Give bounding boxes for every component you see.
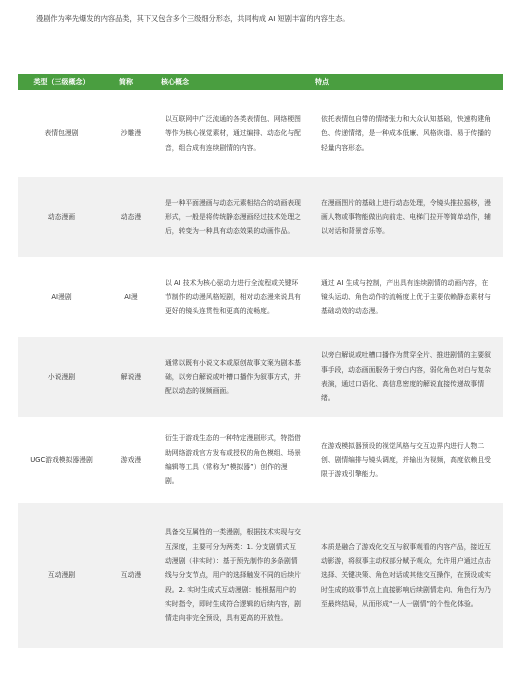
table-row <box>18 90 503 177</box>
type-cell: 小说漫剧 <box>18 337 105 417</box>
type-cell: 互动漫剧 <box>18 503 105 648</box>
short-name-cell: 互动漫 <box>105 503 157 648</box>
table-row <box>18 417 503 503</box>
core-concept-cell: 以 AI 技术为核心驱动力进行全流程或关键环节制作的动漫风格短剧，相对动态漫来说具有更好的镜头连贯性和更高的流畅度。 <box>157 257 311 337</box>
short-name-cell: 解说漫 <box>105 337 157 417</box>
type-cell: 动态漫画 <box>18 177 105 257</box>
feature-cell: 在游戏模拟器预设的视觉风格与交互边界内进行人物二创、剧情编排与镜头调度，并输出为视频，高度依赖且受限于游戏引擎能力。 <box>311 417 503 503</box>
content-type-table <box>18 74 503 648</box>
header-feature: 特点 <box>311 74 503 90</box>
short-name-cell: 沙雕漫 <box>105 90 157 177</box>
table-row <box>18 177 503 257</box>
type-cell: AI漫剧 <box>18 257 105 337</box>
core-concept-cell: 衍生于游戏生态的一种特定漫剧形式，特指借助网络游戏官方发布或授权的角色模组、场景编辑等工具（常称为“模拟器”）创作的漫剧。 <box>157 417 311 503</box>
short-name-cell: 动态漫 <box>105 177 157 257</box>
feature-cell: 以旁白解说或吐槽口播作为贯穿全片、推进剧情的主要叙事手段，动态画面服务于旁白内容，弱化角色对白与复杂表演，通过口语化、高信息密度的解说直接传递故事情绪。 <box>311 337 503 417</box>
core-concept-cell: 通常以既有小说文本或原创故事文案为剧本基础，以旁白解说或叶槽口播作为叙事方式，并配以动态的视频画面。 <box>157 337 311 417</box>
core-concept-cell: 是一种平面漫画与动态元素相结合的动画表现形式，一般是将传统静态漫画经过技术处理之后，转变为一种具有动态效果的动画作品。 <box>157 177 311 257</box>
short-name-cell: 游戏漫 <box>105 417 157 503</box>
type-cell: 表情包漫剧 <box>18 90 105 177</box>
table-row <box>18 503 503 648</box>
core-concept-cell: 具备交互属性的一类漫剧，根据技术实现与交互深度，主要可分为两类：1. 分支剧情式互动漫剧（非实时）：基于预先制作的多条剧情线与分支节点，用户的选择触发不同的后续片段。2. 实时生成式互动漫剧：能根据用户的实时指令，即时生成符合逻辑的后续内容，剧情走向非完全预设，具有更高的开放性。 <box>157 503 311 648</box>
intro-paragraph: 漫剧作为率先爆发的内容品类，其下又包含多个三级细分形态，共同构成 AI 短剧丰富的内容生态。 <box>36 14 350 23</box>
short-name-cell: AI漫 <box>105 257 157 337</box>
core-concept-cell: 以互联网中广泛流通的各类表情包、网络梗图等作为核心视觉素材，通过编排、动态化与配音，组合成有连续剧情的内容。 <box>157 90 311 177</box>
table-row <box>18 337 503 417</box>
feature-cell: 通过 AI 生成与控制，产出具有连续剧情的动画内容，在镜头运动、角色动作的流畅度上优于主要依赖静态素材与基础动效的动态漫。 <box>311 257 503 337</box>
table-row <box>18 257 503 337</box>
type-cell: UGC游戏模拟器漫剧 <box>18 417 105 503</box>
header-short-name: 简称 <box>105 74 157 90</box>
header-core-concept: 核心概念 <box>157 74 311 90</box>
header-type: 类型（三级概念） <box>18 74 105 90</box>
feature-cell: 依托表情包自带的情绪张力和大众认知基础，快速构建角色、传递情绪，是一种成本低廉、风格诙谐、易于传播的轻量内容形态。 <box>311 90 503 177</box>
table-header-row <box>18 74 503 90</box>
feature-cell: 在漫画图片的基础上进行动态处理，令镜头推拉摇移，漫画人物或事物能做出向前走、电梯门拉开等简单动作，辅以对话和背景音乐等。 <box>311 177 503 257</box>
feature-cell: 本质是融合了游戏化交互与叙事观看的内容产品，接近互动影游，将叙事主动权部分赋予观众，允许用户通过点击选择、关键决策、角色对话或其他交互操作，在预设或实时生成的故事节点上直接影响后续剧情走向、角色行为乃至最终结局，从而形成“一人一剧情”的个性化体验。 <box>311 503 503 648</box>
